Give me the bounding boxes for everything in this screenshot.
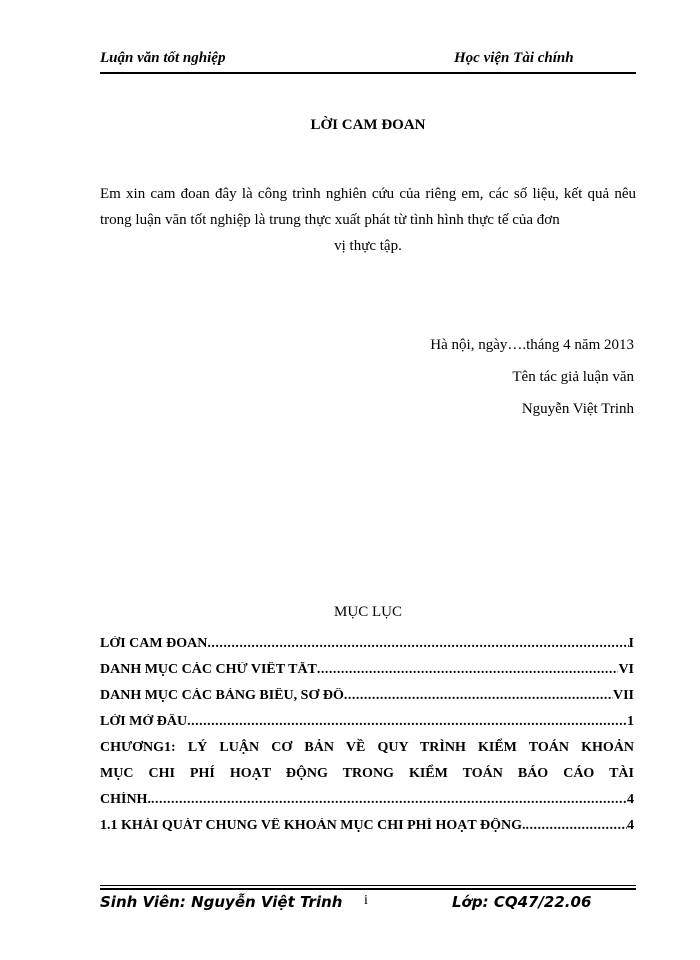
toc-entry[interactable] xyxy=(100,714,634,734)
toc-entry-page: I xyxy=(628,636,634,651)
header-left: Luận văn tốt nghiệp xyxy=(100,50,226,66)
toc-entry-text: LỜI MỞ ĐẦU xyxy=(100,714,188,729)
toc-entry-page: VI xyxy=(618,662,634,677)
footer-student: Sinh Viên: Nguyễn Việt Trinh xyxy=(100,893,343,911)
toc-leader xyxy=(317,662,619,678)
toc-leader xyxy=(344,688,613,704)
signature-date: Hà nội, ngày….tháng 4 năm 2013 xyxy=(430,337,634,353)
toc-entry-text: DANH MỤC CÁC BẢNG BIỂU, SƠ ĐỒ xyxy=(100,688,344,703)
footer-rule-thick xyxy=(100,888,636,890)
toc-leader xyxy=(151,792,627,808)
toc-entry[interactable] xyxy=(100,688,634,708)
toc-leader xyxy=(525,818,627,834)
signature-name: Nguyễn Việt Trinh xyxy=(521,401,634,417)
toc-entry-text: LỜI CAM ĐOAN xyxy=(100,636,208,651)
toc-chapter1-line-1[interactable]: CHƯƠNG1: LÝ LUẬN CƠ BẢN VỀ QUY TRÌNH KIỂM TOÁN KHOẢN xyxy=(100,740,634,755)
declaration-paragraph xyxy=(100,181,636,259)
paragraph-line-3: vị thực tập. xyxy=(334,238,402,254)
toc-entry-page: 4 xyxy=(627,818,634,833)
toc-entry-text: DANH MỤC CÁC CHỮ VIẾT TẮT xyxy=(100,662,317,677)
paragraph-line-1: Em xin cam đoan đây là công trình nghiên cứu của riêng em, các số liệu, kết quả xyxy=(100,186,610,202)
toc-entry-page: VII xyxy=(612,688,634,703)
footer-page-number: i xyxy=(364,893,368,908)
toc-entry-text: CHÍNH. xyxy=(100,792,151,807)
toc-entry-text: 1.1 KHÁI QUÁT CHUNG VỀ KHOẢN MỤC CHI PHÍ HOẠT ĐỘNG. xyxy=(100,818,526,833)
toc-entry-section-1-1[interactable] xyxy=(100,818,634,838)
page-title: LỜI CAM ĐOAN xyxy=(310,117,426,133)
toc-entry[interactable] xyxy=(100,636,634,656)
page-header xyxy=(100,50,636,74)
toc-chapter1-line-2[interactable]: MỤC CHI PHÍ HOẠT ĐỘNG TRONG KIỂM TOÁN BÁO CÁO TÀI xyxy=(100,766,634,781)
toc-entry-page: 4 xyxy=(627,792,634,807)
toc-entry[interactable] xyxy=(100,662,634,682)
toc-entry-chapter1[interactable] xyxy=(100,792,634,812)
toc-entry-page: 1 xyxy=(627,714,634,729)
toc-leader xyxy=(187,714,627,730)
header-right: Học viện Tài chính xyxy=(454,50,574,66)
toc-title: MỤC LỤC xyxy=(334,604,402,620)
paragraph-line-2: nêu trong luận văn tốt nghiệp là trung thực xuất phát từ tình hình thực tế của đơn xyxy=(100,186,637,228)
signature-role: Tên tác giả luận văn xyxy=(512,369,634,385)
toc-leader xyxy=(207,636,628,652)
footer-class: Lớp: CQ47/22.06 xyxy=(452,893,592,911)
footer-rule-thin xyxy=(100,885,636,886)
